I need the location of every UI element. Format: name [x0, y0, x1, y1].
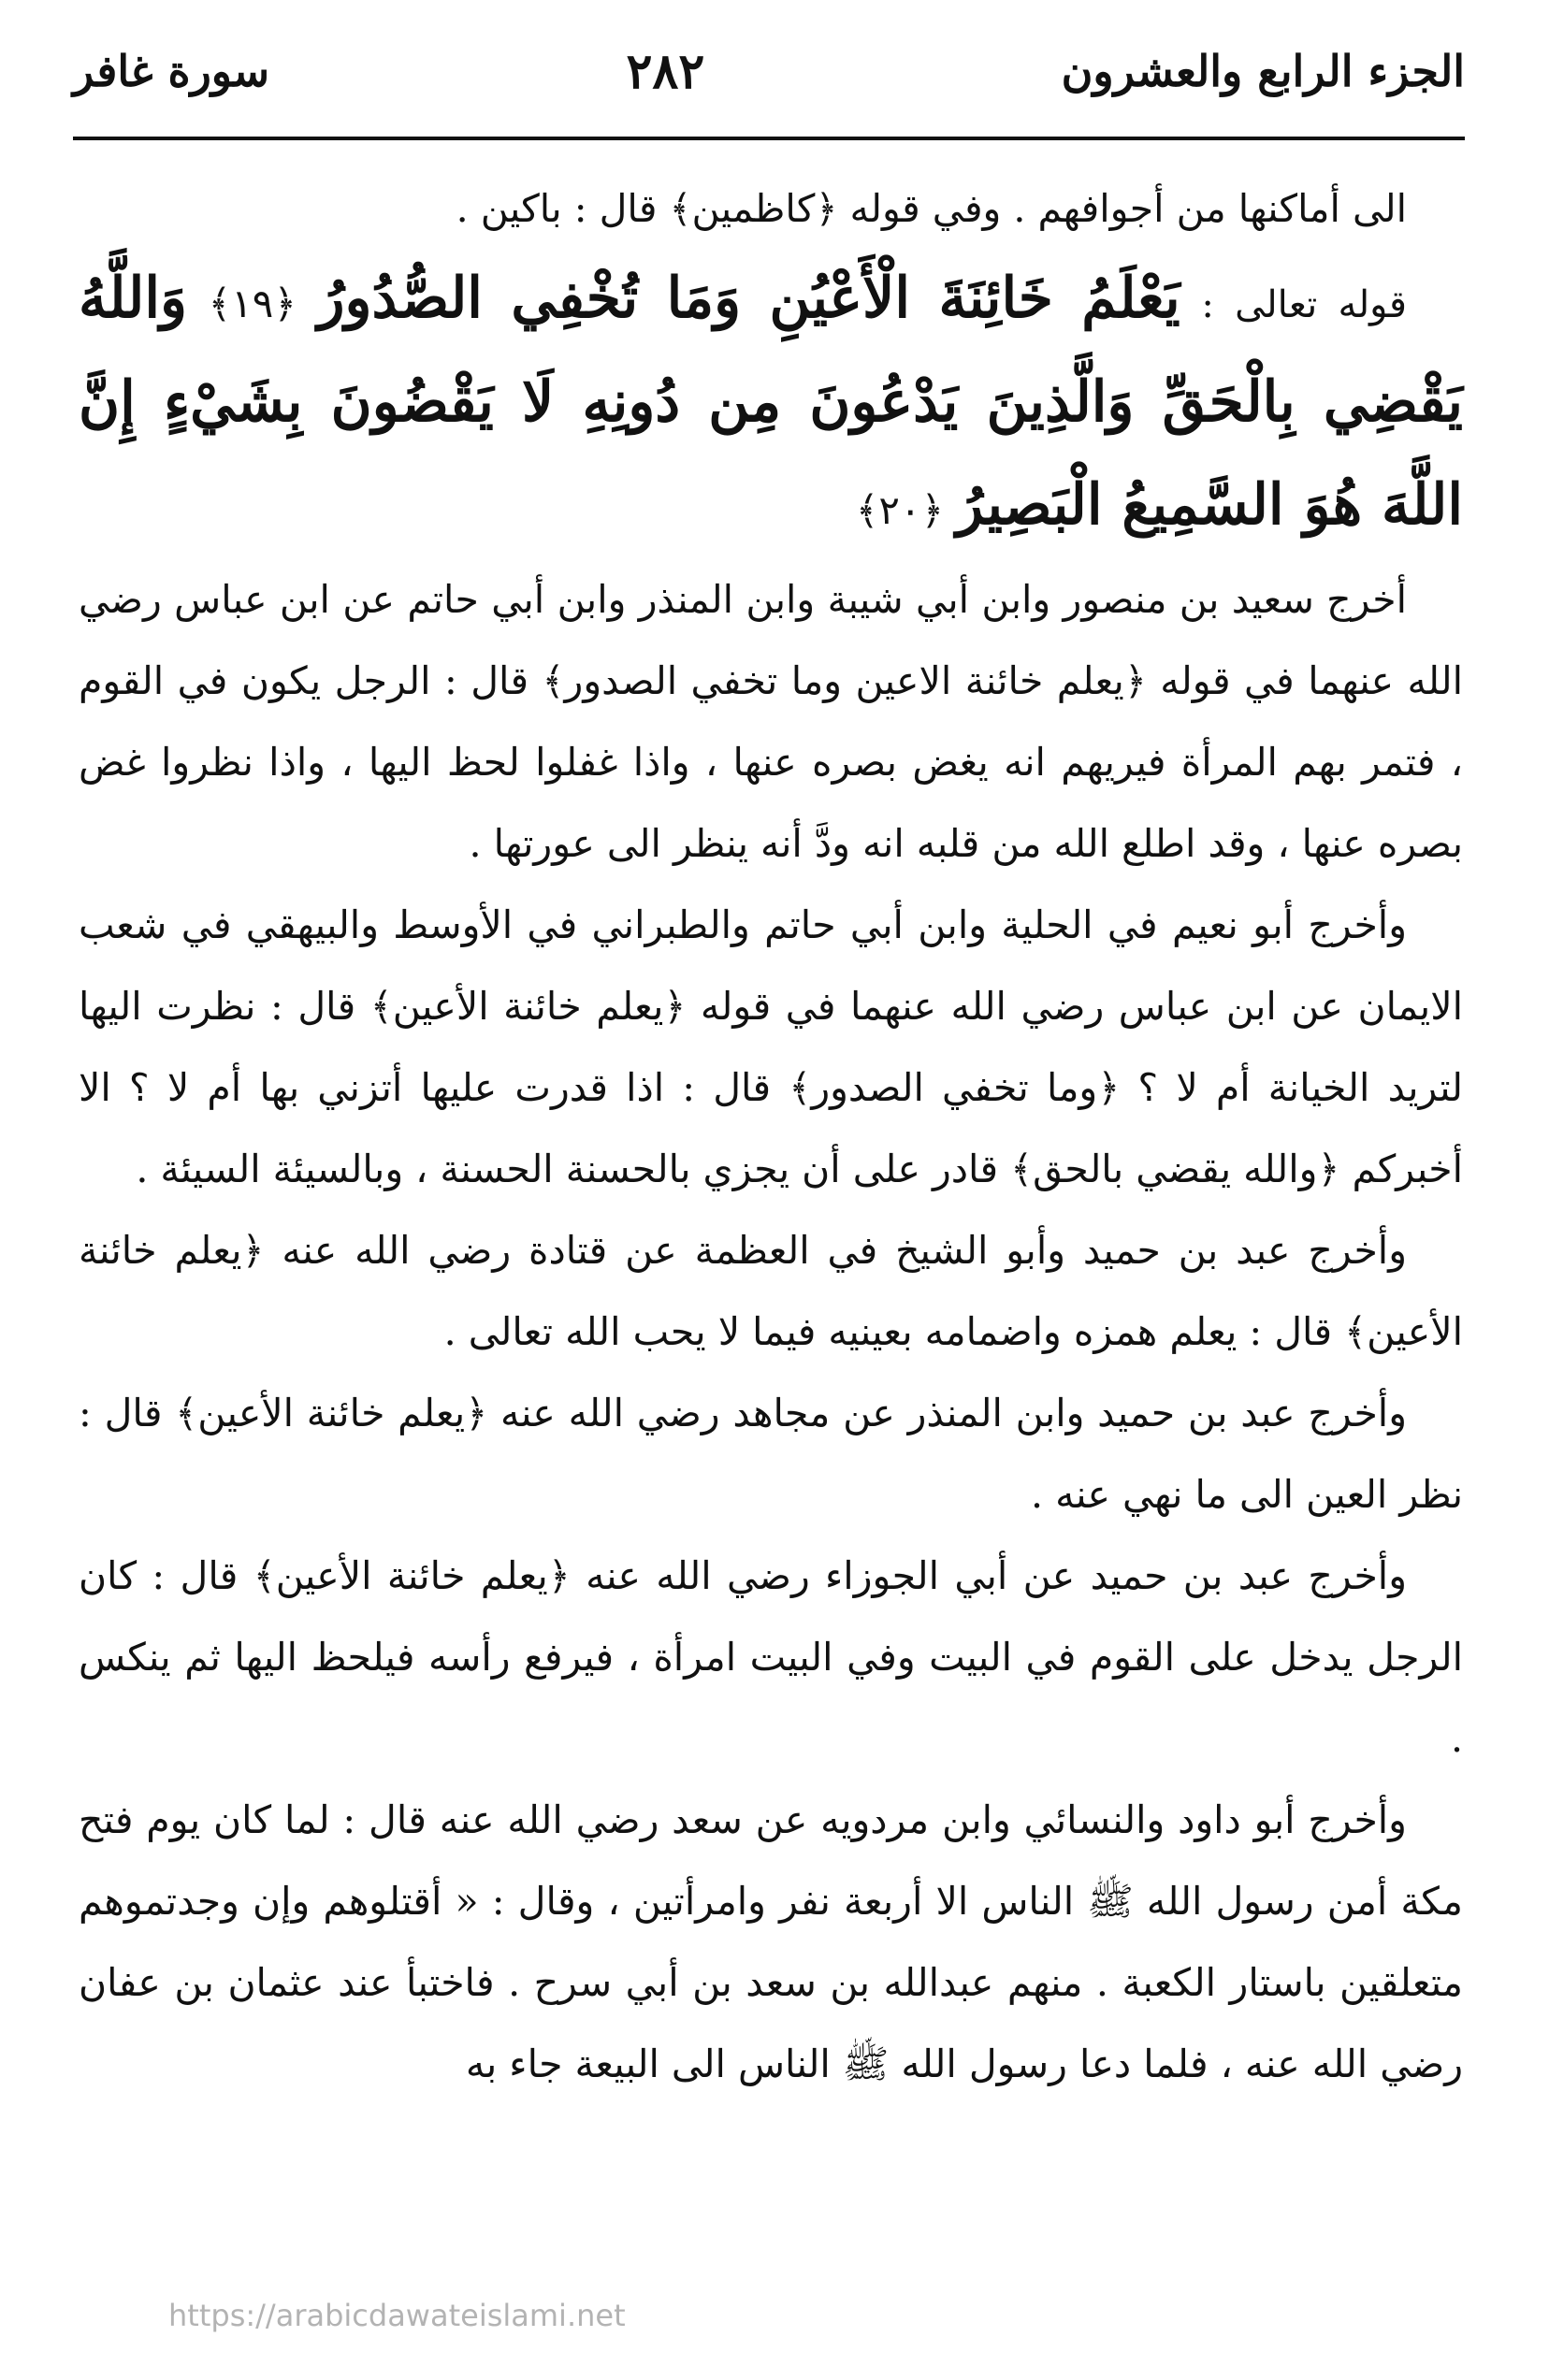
- page-body: [79, 168, 1463, 2105]
- paragraph: وأخرج أبو داود والنسائي وابن مردويه عن سعد رضي الله عنه قال : لما كان يوم فتح مكة أمن رسول الله ﷺ الناس الا أربعة نفر وامرأتين ، وقال : « أقتلوهم وإن وجدتموهم متعلقين باستار الكعبة . منهم عبدالله بن سعد بن أبي سرح . فاختبأ عند عثمان بن عفان رضي الله عنه ، فلما دعا رسول الله ﷺ الناس الى البيعة جاء به: [79, 1797, 1463, 2086]
- intro-line: الى أماكنها من أجوافهم . وفي قوله ﴿كاظمين﴾ قال : باكين .: [456, 186, 1407, 231]
- paragraph: وأخرج عبد بن حميد وابن المنذر عن مجاهد رضي الله عنه ﴿يعلم خائنة الأعين﴾ قال : نظر العين الى ما نهي عنه .: [79, 1391, 1463, 1517]
- watermark-url: https://arabicdawateislami.net: [168, 2298, 626, 2333]
- running-header: [73, 37, 1465, 105]
- ayah-20-marker: ﴿٢٠﴾: [855, 487, 945, 533]
- surah-title: سورة غافر: [73, 46, 270, 96]
- verse-19-text: يَعْلَمُ خَائِنَةَ الْأَعْيُنِ وَمَا تُخْفِي الصُّدُورُ: [317, 266, 1180, 331]
- page-number: ٢٨٢: [626, 42, 705, 100]
- verse-label: قوله تعالى :: [1201, 283, 1407, 326]
- quran-verse-block: [79, 250, 1463, 559]
- paragraph: وأخرج أبو نعيم في الحلية وابن أبي حاتم والطبراني في الأوسط والبيهقي في شعب الايمان عن ابن عباس رضي الله عنهما في قوله ﴿يعلم خائنة الأعين﴾ قال : نظرت اليها لتريد الخيانة أم لا ؟ ﴿وما تخفي الصدور﴾ قال : اذا قدرت عليها أتزني بها أم لا ؟ الا أخبركم ﴿والله يقضي بالحق﴾ قادر على أن يجزي بالحسنة الحسنة ، وبالسيئة السيئة .: [79, 902, 1463, 1191]
- verse-20-text: وَاللَّهُ يَقْضِي بِالْحَقِّ وَالَّذِينَ يَدْعُونَ مِن دُونِهِ لَا يَقْضُونَ بِشَيْءٍ إِنَّ اللَّهَ هُوَ السَّمِيعُ الْبَصِيرُ: [79, 266, 1463, 538]
- ayah-19-marker: ﴿١٩﴾: [208, 281, 297, 326]
- paragraph: وأخرج عبد بن حميد وأبو الشيخ في العظمة عن قتادة رضي الله عنه ﴿يعلم خائنة الأعين﴾ قال : يعلم همزه واضمامه بعينيه فيما لا يحب الله تعالى .: [79, 1228, 1463, 1354]
- paragraph: أخرج سعيد بن منصور وابن أبي شيبة وابن المنذر وابن أبي حاتم عن ابن عباس رضي الله عنهما في قوله ﴿يعلم خائنة الاعين وما تخفي الصدور﴾ قال : الرجل يكون في القوم ، فتمر بهم المرأة فيريهم انه يغض بصره عنها ، واذا غفلوا لحظ اليها ، واذا نظروا غض بصره عنها ، وقد اطلع الله من قلبه انه ودَّ أنه ينظر الى عورتها .: [79, 577, 1463, 866]
- part-title: الجزء الرابع والعشرون: [1061, 46, 1465, 96]
- paragraph: وأخرج عبد بن حميد عن أبي الجوزاء رضي الله عنه ﴿يعلم خائنة الأعين﴾ قال : كان الرجل يدخل على القوم في البيت وفي البيت امرأة ، فيرفع رأسه فيلحظ اليها ثم ينكس .: [79, 1553, 1463, 1761]
- header-divider: [73, 137, 1465, 140]
